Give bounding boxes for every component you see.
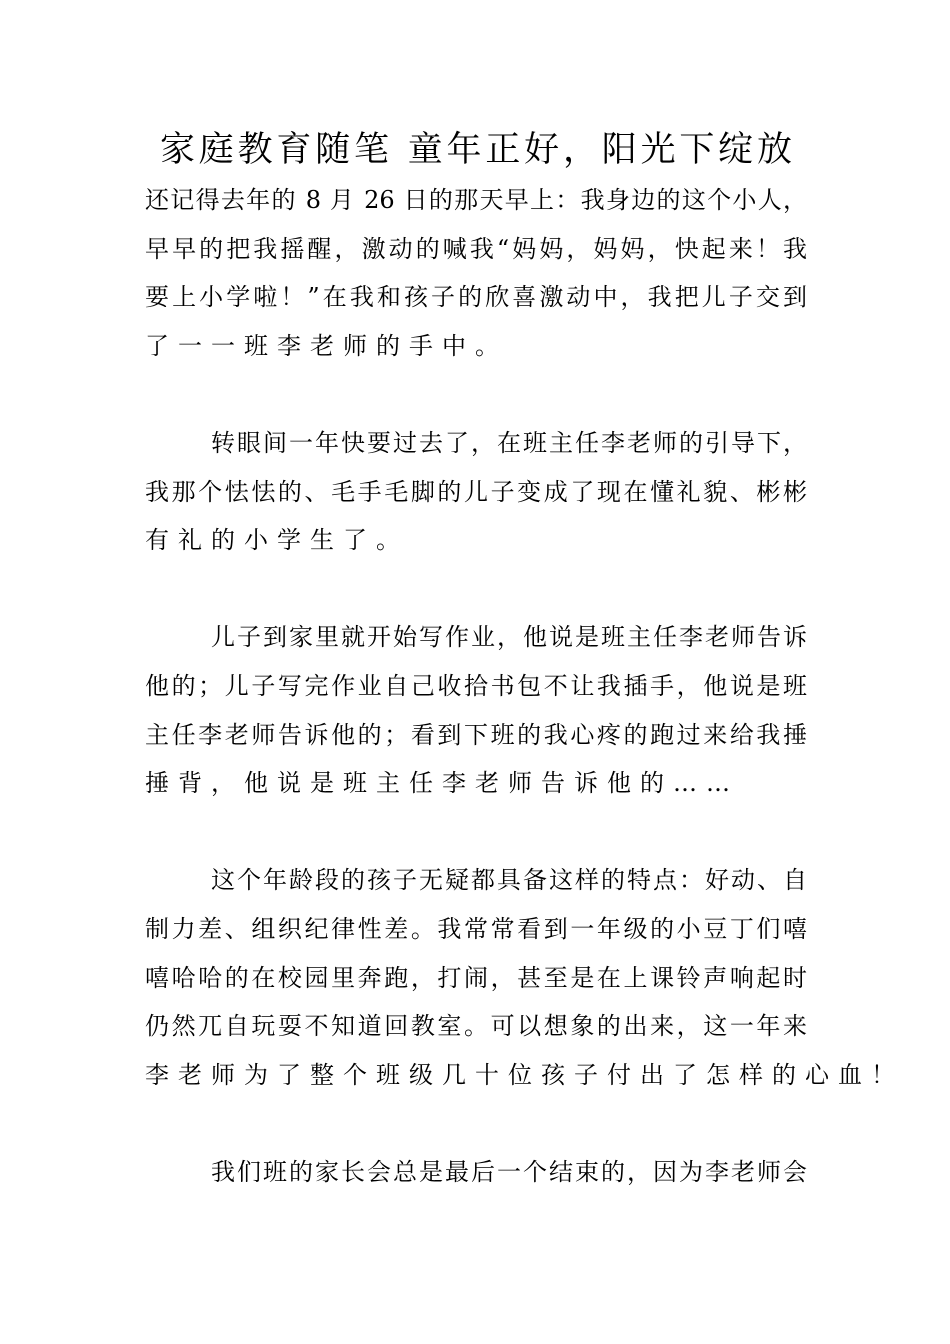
text-line: 嘻哈哈的在校园里奔跑，打闹，甚至是在上课铃声响起时 [145,963,807,992]
text-line: 这个年龄段的孩子无疑都具备这样的特点：好动、自 [211,866,807,895]
document-title: 家庭教育随笔 童年正好，阳光下绽放 [160,130,792,170]
text-line: 了一一班李老师的手中。 [145,331,508,360]
paragraph-4 [145,856,904,1099]
document-body [145,176,904,1245]
text-line: 转眼间一年快要过去了，在班主任李老师的引导下， [211,428,807,457]
text-line: 制力差、组织纪律性差。我常常看到一年级的小豆丁们嘻 [145,914,807,943]
text-line: 我们班的家长会总是最后一个结束的，因为李老师会 [211,1157,807,1186]
paragraph-5 [145,1148,807,1197]
text-line: 捶背，他说是班主任李老师告诉他的…… [145,769,739,798]
text-line: 早早的把我摇醒，激动的喊我“妈妈，妈妈，快起来！我 [145,234,807,263]
text-line: 主任李老师告诉他的；看到下班的我心疼的跑过来给我捶 [145,720,807,749]
text-line: 要上小学啦！”在我和孩子的欣喜激动中，我把儿子交到 [145,283,807,312]
text-line: 我那个怯怯的、毛手毛脚的儿子变成了现在懂礼貌、彬彬 [145,477,807,506]
paragraph-2 [145,419,807,565]
paragraph-3 [145,613,807,807]
text-line: 儿子到家里就开始写作业，他说是班主任李老师告诉 [211,623,807,652]
text-line: 李老师为了整个班级几十位孩子付出了怎样的心血！ [145,1060,904,1089]
text-line: 有礼的小学生了。 [145,526,409,555]
text-line: 还记得去年的 8 月 26 日的那天早上：我身边的这个小人， [145,186,807,214]
text-line: 他的；儿子写完作业自己收拾书包不让我插手，他说是班 [145,671,807,700]
text-line: 仍然兀自玩耍不知道回教室。可以想象的出来，这一年来 [145,1012,807,1041]
paragraph-1 [145,176,807,370]
